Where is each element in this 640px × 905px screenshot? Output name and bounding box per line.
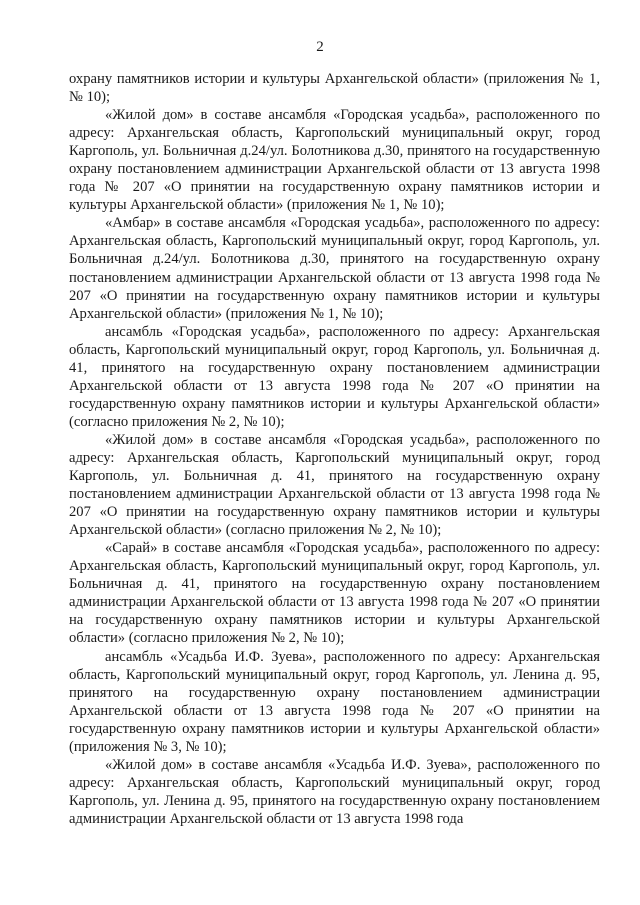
paragraph-zhiloy-dom-bolnichnaya-41: «Жилой дом» в составе ансамбля «Городская усадьба», расположенного по адресу: Архангельская область, Каргопольский муниципальный округ, город Каргополь, ул. Больничная д. 41, принятого на государственную охрану постановлением администрации Архангельской области от 13 августа 1998 года № 207 «О принятии на государственную охрану памятников истории и культуры Архангельской области» (согласно приложения № 2, № 10);: [69, 431, 600, 539]
paragraph-continuation: охрану памятников истории и культуры Архангельской области» (приложения № 1, № 10);: [69, 71, 600, 106]
paragraph-ambar-bolnichnaya-24: «Амбар» в составе ансамбля «Городская усадьба», расположенного по адресу: Архангельская область, Каргопольский муниципальный округ, город Каргополь, ул. Больничная д.24/ул. Болотникова д.30, принятого на государственную охрану постановлением администрации Архангельской области от 13 августа 1998 года № 207 «О принятии на государственную охрану памятников истории и культуры Архангельской области» (приложения № 1, № 10);: [69, 215, 600, 322]
paragraph-ansambl-usadba-zueva: ансамбль «Усадьба И.Ф. Зуева», расположенного по адресу: Архангельская область, Каргопольский муниципальный округ, город Каргополь, ул. Ленина д. 95, принятого на государственную охрану постановлением администрации Архангельской области от 13 августа 1998 года № 207 «О принятии на государственную охрану памятников истории и культуры Архангельской области» (приложения № 3, № 10);: [69, 648, 600, 755]
paragraph-ansambl-bolnichnaya-41: ансамбль «Городская усадьба», расположенного по адресу: Архангельская область, Каргопольский муниципальный округ, город Каргополь, ул. Больничная д. 41, принятого на государственную охрану постановлением администрации Архангельской области от 13 августа 1998 года № 207 «О принятии на государственную охрану памятников истории и культуры Архангельской области» (согласно приложения № 2, № 10);: [69, 323, 600, 430]
paragraph-zhiloy-dom-usadba-zueva: «Жилой дом» в составе ансамбля «Усадьба И.Ф. Зуева», расположенного по адресу: Архангельская область, Каргопольский муниципальный округ, город Каргополь, ул. Ленина д. 95, принятого на государственную охрану постановлением администрации Архангельской области от 13 августа 1998 года: [69, 756, 600, 827]
paragraph-zhiloy-dom-bolnichnaya-24: «Жилой дом» в составе ансамбля «Городская усадьба», расположенного по адресу: Архангельская область, Каргопольский муниципальный округ, город Каргополь, ул. Больничная д.24/ул. Болотникова д.30, принятого на государственную охрану постановлением администрации Архангельской области от 13 августа 1998 года № 207 «О принятии на государственную охрану памятников истории и культуры Архангельской области» (приложения № 1, № 10);: [69, 107, 600, 214]
page-number: 2: [316, 39, 324, 55]
document-body: [69, 70, 600, 828]
paragraph-saray-bolnichnaya-41: «Сарай» в составе ансамбля «Городская усадьба», расположенного по адресу: Архангельская область, Каргопольский муниципальный округ, город Каргополь, ул. Больничная д. 41, принятого на государственную охрану постановлением администрации Архангельской области от 13 августа 1998 года № 207 «О принятии на государственную охрану памятников истории и культуры Архангельской области» (согласно приложения № 2, № 10);: [69, 540, 600, 647]
